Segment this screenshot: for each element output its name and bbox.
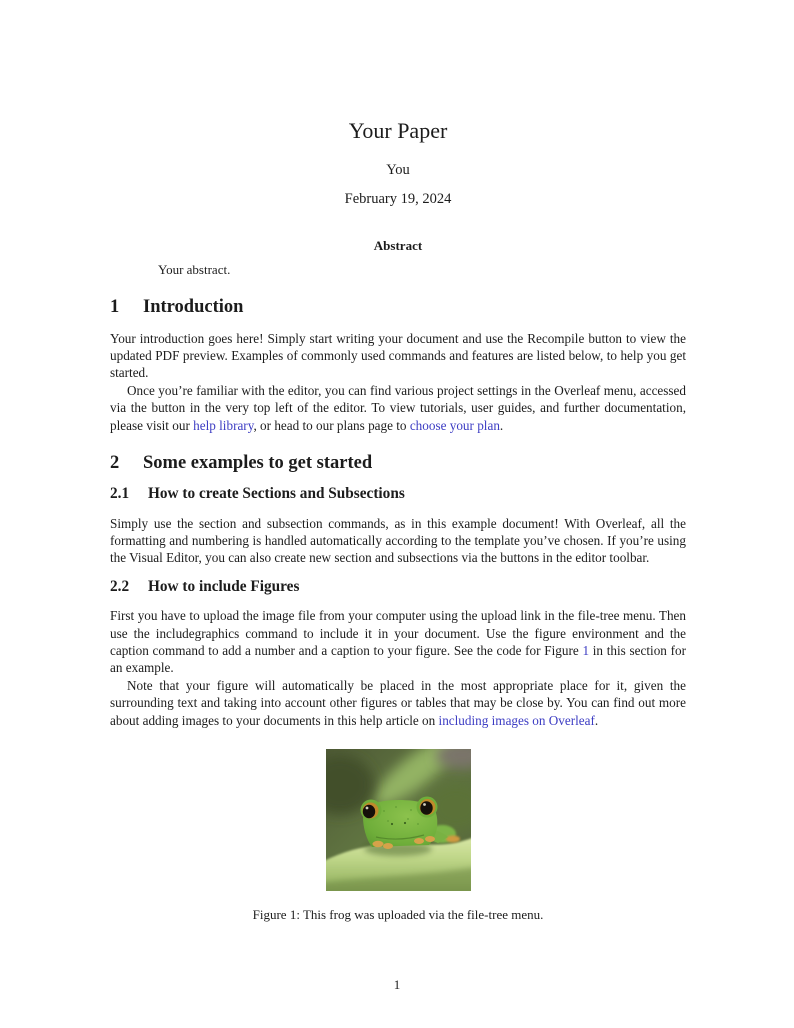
text-run: Simply use the section and subsection commands, as in this example document! With Overleaf, all the formatting and numbering is handled automatically according to the template you’ve chosen. If you’re using the Visual Editor, you can also create new section and subsections via the buttons in the editor toolbar.	[110, 515, 686, 566]
subsection-2-1-paragraph-1	[110, 515, 686, 567]
including-images-on-overleaf-link[interactable]: including images on Overleaf	[438, 712, 595, 728]
text-run: .	[594, 712, 599, 728]
paper-author: You	[386, 162, 410, 179]
subsection-2-2-paragraph-1	[110, 607, 686, 677]
subsection-2-2-title: How to include Figures	[148, 577, 300, 595]
section-2-number: 2	[110, 453, 120, 473]
subsection-2-2-number: 2.2	[110, 577, 130, 595]
paper-content	[110, 0, 686, 923]
choose-your-plan-link[interactable]: choose your plan	[409, 417, 500, 433]
figure-1-caption: Figure 1: This frog was uploaded via the file-tree menu.	[252, 907, 544, 923]
section-1-heading	[110, 297, 686, 318]
figure-1-ref-link[interactable]: 1	[582, 642, 590, 658]
text-run: , or head to our plans page to	[253, 417, 410, 433]
figure-1-frog-image	[326, 749, 471, 891]
page-number: 1	[393, 977, 401, 992]
section-1-number: 1	[110, 297, 120, 318]
section-1-paragraph-2	[110, 382, 686, 434]
figure-1	[110, 749, 686, 923]
text-run: Once you’re familiar with the editor, you can find various project settings in the Overleaf menu, accessed via the button in the very top left of the editor. To view tutorials, user guides, and further documentation, please visit our	[110, 382, 686, 433]
paper-date: February 19, 2024	[344, 191, 452, 208]
abstract-text: Your abstract.	[158, 262, 231, 278]
frog-right-eye	[416, 797, 437, 818]
frog-left-eye	[360, 800, 381, 821]
paper-title: Your Paper	[348, 118, 448, 143]
help-library-link[interactable]: help library	[193, 417, 254, 433]
text-run: Your introduction goes here! Simply start writing your document and use the Recompile button to view the updated PDF preview. Examples of commonly used commands and features are listed below, to help you get started.	[110, 330, 686, 381]
section-1-title: Introduction	[143, 297, 244, 318]
subsection-2-2-paragraph-2	[110, 677, 686, 729]
section-1-paragraph-1	[110, 330, 686, 382]
subsection-2-1-number: 2.1	[110, 485, 130, 503]
abstract-heading: Abstract	[373, 238, 423, 254]
text-run: First you have to upload the image file from your computer using the upload link in the file-tree menu. Then use the includegraphics command to include it in your document. Use the figure environment and the caption command to add a number and a caption to your figure. See the code for Figure	[110, 608, 686, 658]
subsection-2-1-title: How to create Sections and Subsections	[148, 485, 405, 503]
subsection-2-2-heading	[110, 578, 686, 596]
subsection-2-1-heading	[110, 485, 686, 503]
section-2-heading	[110, 453, 686, 474]
text-run: in this section for an example.	[110, 642, 686, 676]
text-run: Note that your figure will automatically be placed in the most appropriate place for it, given the surrounding text and taking into account other figures or tables that may be close by. You can find out more about adding images to your documents in this help article on	[110, 677, 686, 728]
section-2-title: Some examples to get started	[143, 453, 373, 473]
text-run: .	[499, 417, 504, 433]
